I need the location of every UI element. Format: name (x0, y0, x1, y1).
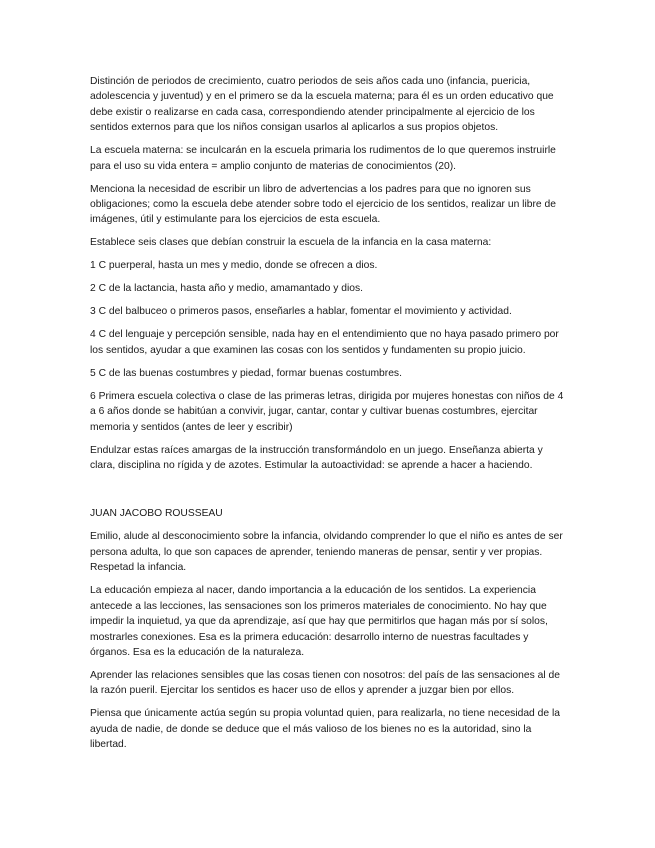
paragraph-libertad: Piensa que únicamente actúa según su propia voluntad quien, para realizarla, no tiene necesidad de la ayuda de nadie, de donde se deduce que el más valioso de los bienes no es la autoridad, sino la libertad. (90, 708, 560, 751)
paragraph-educacion-nacer: La educación empieza al nacer, dando importancia a la educación de los sentidos. La experiencia antecede a las lecciones, las sensaciones son los primeros materiales de conocimiento. No hay que impedir la inquietud, ya que da aprendizaje, así que hay que permitirlos que hagan más por sí solos, mostrarles conexiones. Esa es la primera educación: desarrollo interno de nuestras facultades y órganos. Esa es la educación de la naturaleza. (90, 585, 548, 658)
paragraph-periodos: Distinción de periodos de crecimiento, cuatro periodos de seis años cada uno (infancia, puericia, adolescencia y juventud) y en el primero se da la escuela materna; para él es un orden educativo que debe existir o realizarse en cada casa, correspondiendo atender principalmente al ejercicio de los sentidos externos para que los niños consigan usarlos al aplicarlos a sus propios objetos. (90, 76, 554, 134)
paragraph-relaciones-sensibles: Aprender las relaciones sensibles que las cosas tienen con nosotros: del país de las sensaciones al de la razón pueril. Ejercitar los sentidos es hacer uso de ellos y aprender a juzgar bien por ellos. (90, 669, 560, 697)
list-item-clase-3: 3 C del balbuceo o primeros pasos, enseñarles a hablar, fomentar el movimiento y actividad. (90, 306, 512, 318)
list-item-clase-1: 1 C puerperal, hasta un mes y medio, donde se ofrecen a dios. (90, 260, 378, 272)
list-item-clase-4: 4 C del lenguaje y percepción sensible, nada hay en el entendimiento que no haya pasado primero por los sentidos, ayudar a que examinen las cosas con los sentidos y fundamenten su propio juicio. (90, 329, 559, 356)
paragraph-emilio: Emilio, alude al desconocimiento sobre la infancia, olvidando comprender lo que el niño es antes de ser persona adulta, lo que son capaces de aprender, teniendo maneras de pensar, sentir y ver propias. Respetad la infancia. (90, 531, 563, 574)
list-item-clase-5: 5 C de las buenas costumbres y piedad, formar buenas costumbres. (90, 367, 402, 379)
paragraph-libro-advertencias: Menciona la necesidad de escribir un libro de advertencias a los padres para que no ignoren sus obligaciones; como la escuela debe atender sobre todo el ejercicio de los sentidos, realizar un libre de imágenes, útil y estimulante para los ejercicios de esta escuela. (90, 183, 556, 226)
list-item-clase-2: 2 C de la lactancia, hasta año y medio, amamantado y dios. (90, 283, 364, 295)
section-heading-rousseau: JUAN JACOBO ROUSSEAU (90, 508, 223, 520)
paragraph-escuela-materna: La escuela materna: se inculcarán en la escuela primaria los rudimentos de lo que queremos instruirle para el uso su vida entera = amplio conjunto de materias de conocimientos (20). (90, 145, 556, 172)
paragraph-endulzar: Endulzar estas raíces amargas de la instrucción transformándolo en un juego. Enseñanza abierta y clara, disciplina no rígida y de azotes. Estimular la autoactividad: se aprende a hacer a haciendo. (90, 444, 543, 472)
paragraph-seis-clases: Establece seis clases que debían construir la escuela de la infancia en la casa materna: (90, 237, 492, 249)
list-item-clase-6: 6 Primera escuela colectiva o clase de las primeras letras, dirigida por mujeres honestas con niños de 4 a 6 años donde se habitúan a convivir, jugar, cantar, contar y cultivar buenas costumbres, ejercitar memoria y sentidos (antes de leer y escribir) (90, 390, 564, 433)
